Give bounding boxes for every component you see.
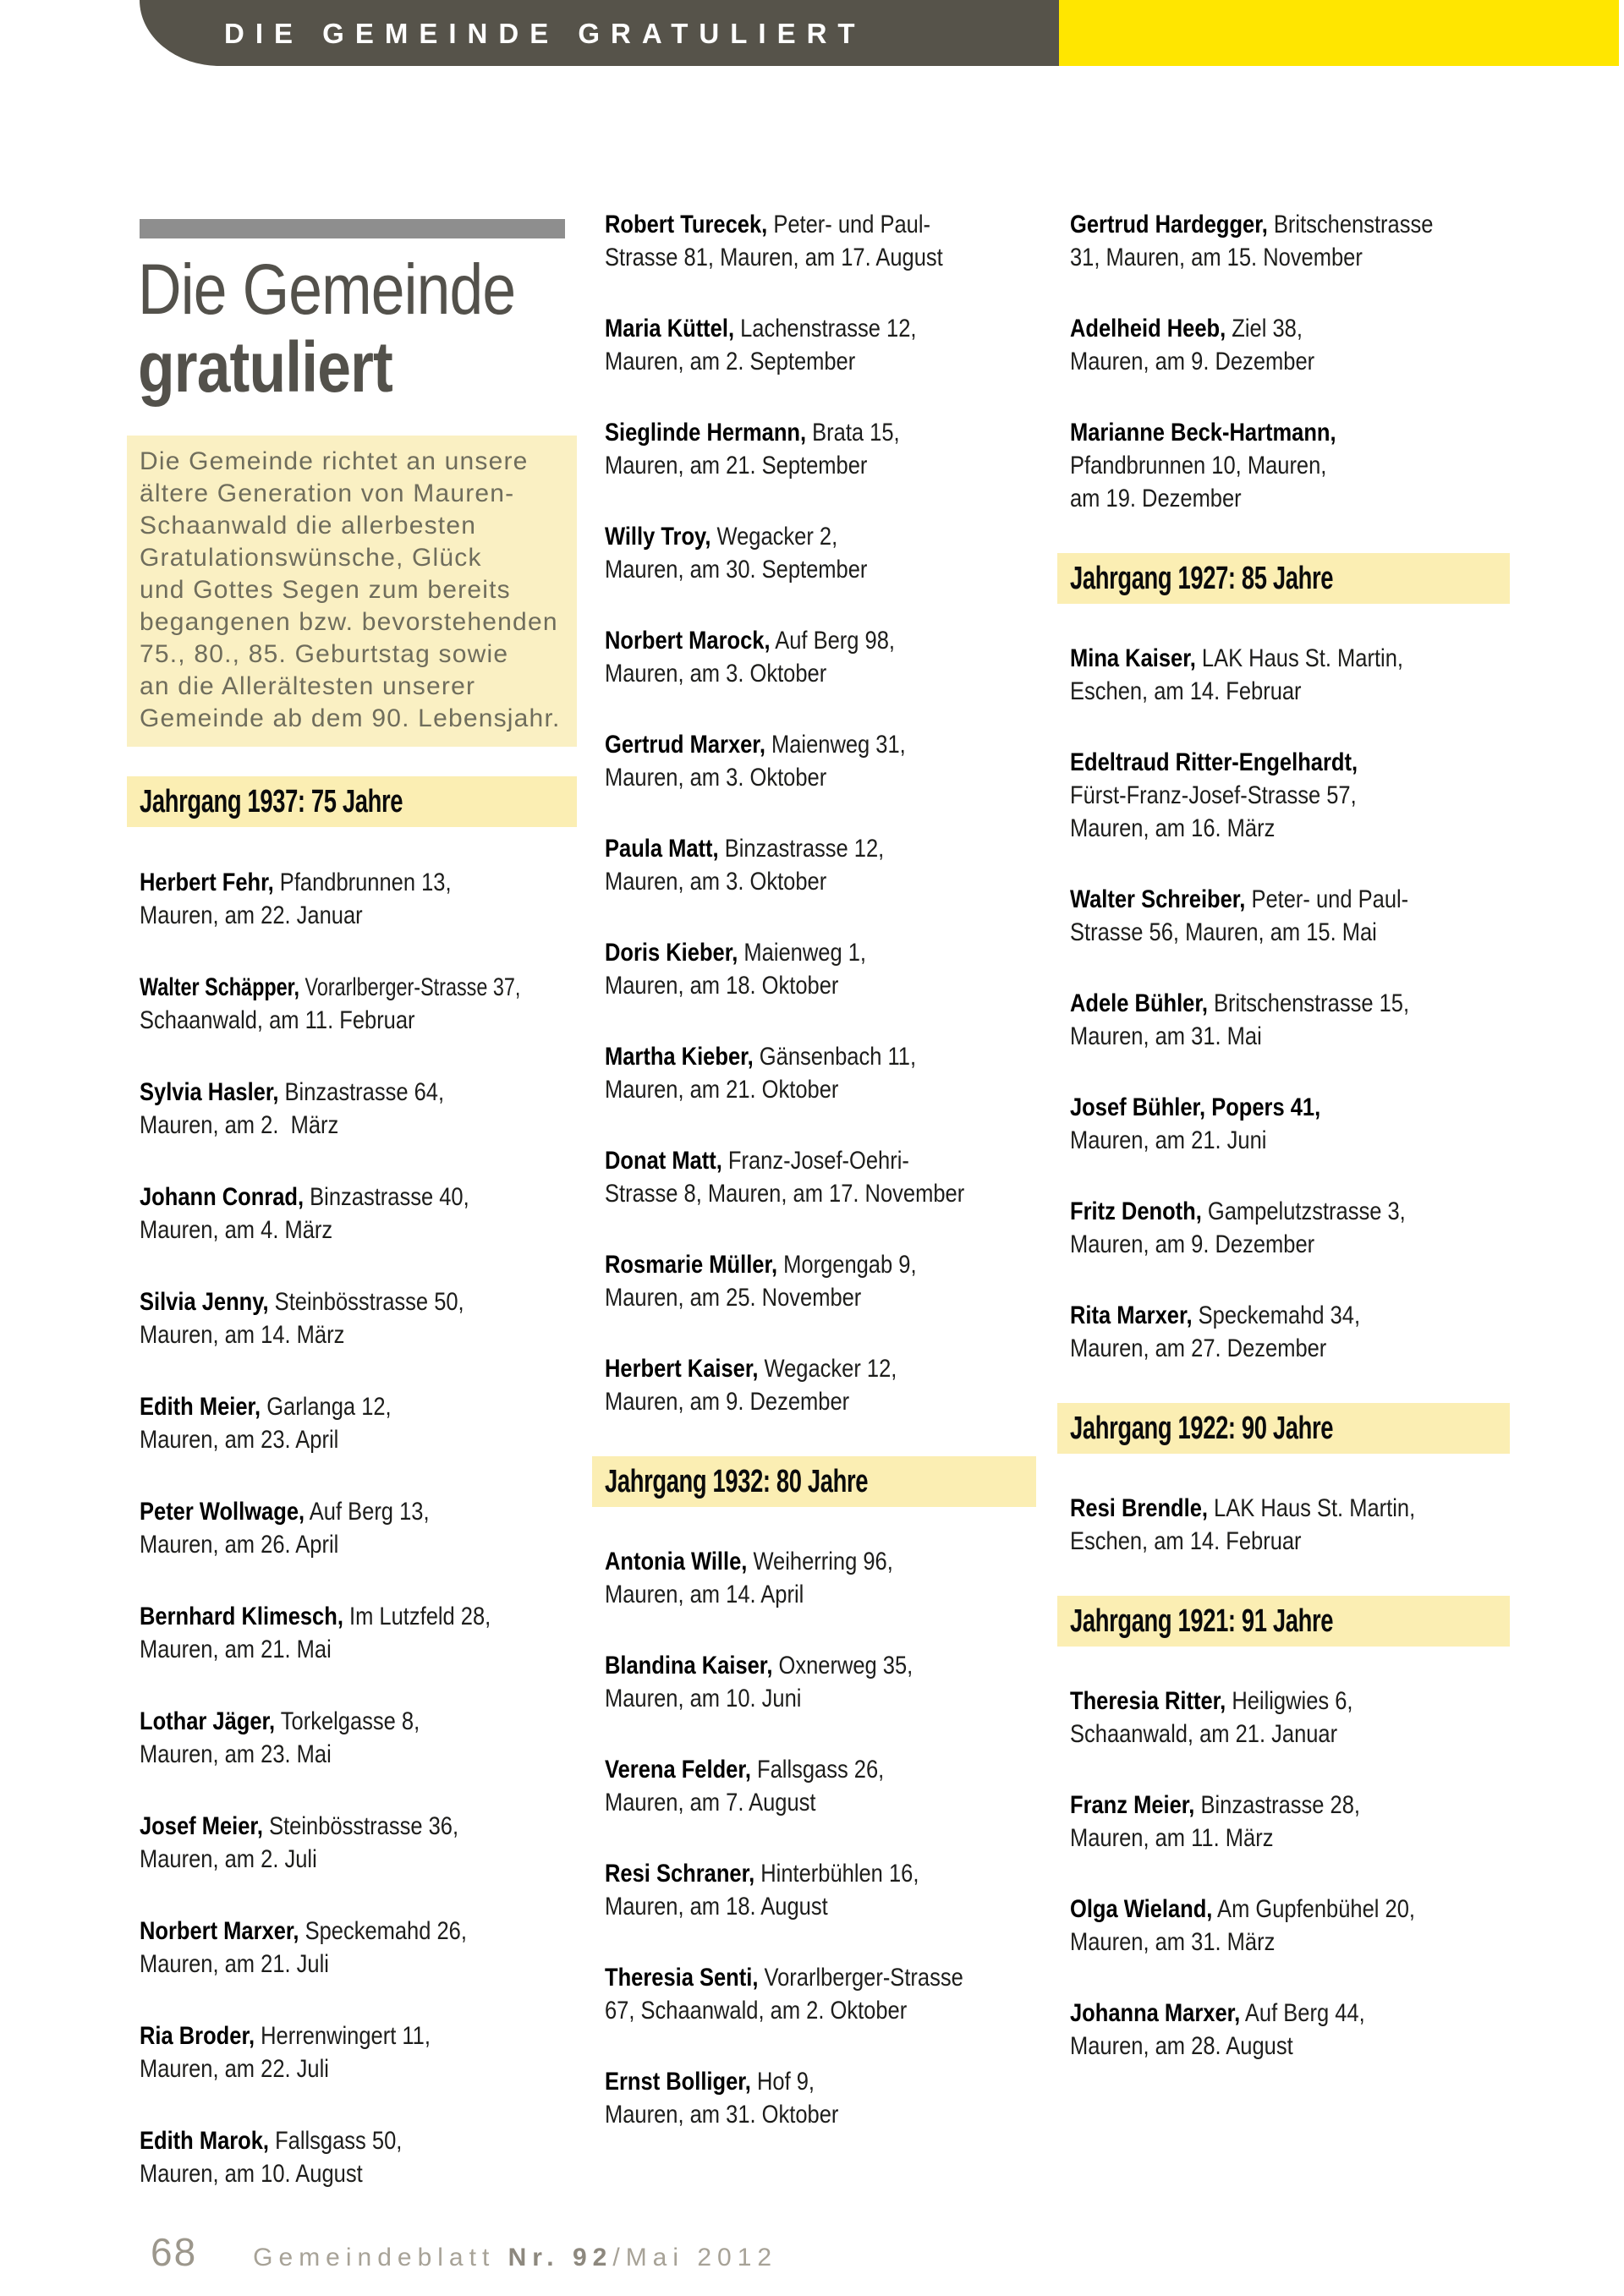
birthday-entry (592, 1352, 1036, 1418)
entry-line: Robert Turecek, Peter- und Paul- (605, 211, 931, 238)
page-title (138, 250, 582, 406)
entry-line: Mauren, am 22. Januar (140, 901, 363, 929)
person-name: Edith Marok, (140, 2127, 270, 2155)
entry-line: Mauren, am 9. Dezember (1070, 1230, 1315, 1258)
birthday-entry (127, 971, 577, 1037)
entry-line: Resi Brendle, LAK Haus St. Martin, (1070, 1494, 1416, 1522)
page-number: 68 (151, 2230, 198, 2274)
entry-line: Mauren, am 21. Mai (140, 1636, 332, 1663)
birthday-entry (1057, 208, 1510, 274)
entry-line: Mina Kaiser, LAK Haus St. Martin, (1070, 644, 1404, 672)
entry-line: Eschen, am 14. Februar (1070, 677, 1302, 705)
entry-line: Mauren, am 2. März (140, 1111, 339, 1139)
birthday-entry (592, 312, 1036, 378)
entry-line: Mauren, am 3. Oktober (605, 764, 827, 792)
entry-line: Mauren, am 14. April (605, 1581, 804, 1608)
page-title-line2: gratuliert (138, 327, 392, 407)
person-name: Theresia Senti, (605, 1964, 759, 1992)
entry-line: Mauren, am 21. Oktober (605, 1076, 839, 1104)
person-name: Josef Bühler, Popers 41, (1070, 1093, 1321, 1121)
entry-line: Silvia Jenny, Steinbösstrasse 50, (140, 1288, 464, 1316)
person-name: Herbert Kaiser, (605, 1355, 759, 1383)
birthday-entry (592, 1144, 1036, 1210)
entry-line: Mauren, am 18. August (605, 1893, 828, 1921)
entry-line: Theresia Ritter, Heiligwies 6, (1070, 1687, 1353, 1715)
person-name: Franz Meier, (1070, 1791, 1195, 1819)
person-name: Josef Meier, (140, 1812, 264, 1840)
birthday-entry (127, 2124, 577, 2190)
person-name: Sylvia Hasler, (140, 1078, 279, 1106)
section-heading-label: Jahrgang 1921: 91 Jahre (1070, 1603, 1334, 1639)
entry-line: Bernhard Klimesch, Im Lutzfeld 28, (140, 1603, 491, 1630)
person-name: Herbert Fehr, (140, 869, 274, 896)
section-heading-label: Jahrgang 1927: 85 Jahre (1070, 560, 1334, 596)
entry-line: Mauren, am 10. August (140, 2160, 363, 2188)
birthday-entry (1057, 1789, 1510, 1855)
entry-line: Antonia Wille, Weiherring 96, (605, 1548, 893, 1575)
person-name: Silvia Jenny, (140, 1288, 269, 1316)
birthday-entry (592, 1248, 1036, 1314)
entry-line (1070, 416, 1510, 449)
person-name: Rosmarie Müller, (605, 1251, 778, 1279)
birthday-entry (127, 1076, 577, 1142)
intro-box (127, 436, 577, 747)
entry-line: Mauren, am 23. Mai (140, 1740, 332, 1768)
birthday-entry (1057, 1685, 1510, 1751)
birthday-entry (127, 1915, 577, 1981)
person-name: Donat Matt, (605, 1147, 722, 1175)
entry-line: Herbert Fehr, Pfandbrunnen 13, (140, 869, 452, 896)
person-name: Mina Kaiser, (1070, 644, 1196, 672)
entry-line: Franz Meier, Binzastrasse 28, (1070, 1791, 1361, 1819)
entry-line: Sieglinde Hermann, Brata 15, (605, 419, 900, 447)
entry-line: Mauren, am 3. Oktober (605, 660, 827, 688)
person-name: Fritz Denoth, (1070, 1197, 1202, 1225)
birthday-entry (1057, 1195, 1510, 1261)
section-heading (1057, 1596, 1510, 1647)
entry-line: Mauren, am 16. März (1070, 814, 1276, 842)
birthday-entry (1057, 1091, 1510, 1157)
entry-line: Mauren, am 14. März (140, 1321, 345, 1349)
person-name: Resi Brendle, (1070, 1494, 1208, 1522)
person-name: Paula Matt, (605, 835, 719, 863)
entry-line: Mauren, am 26. April (140, 1531, 339, 1559)
person-name: Theresia Ritter, (1070, 1687, 1226, 1715)
intro-line: begangenen bzw. bevorstehenden (140, 608, 558, 636)
section-heading-label: Jahrgang 1922: 90 Jahre (1070, 1410, 1334, 1446)
entry-line: Edith Meier, Garlanga 12, (140, 1393, 392, 1421)
entry-line: Eschen, am 14. Februar (1070, 1527, 1302, 1555)
entry-line: Mauren, am 9. Dezember (1070, 348, 1315, 375)
entry-line: Mauren, am 7. August (605, 1789, 816, 1817)
person-name: Marianne Beck-Hartmann, (1070, 419, 1336, 447)
person-name: Maria Küttel, (605, 315, 735, 342)
entry-line: Mauren, am 21. September (605, 452, 868, 479)
birthday-entry (1057, 416, 1510, 515)
entry-line: Norbert Marock, Auf Berg 98, (605, 627, 895, 655)
entry-line: Olga Wieland, Am Gupfenbühel 20, (1070, 1895, 1415, 1923)
person-name: Walter Schreiber, (1070, 885, 1246, 913)
birthday-entry (592, 832, 1036, 898)
entry-line: Paula Matt, Binzastrasse 12, (605, 835, 885, 863)
person-name: Ernst Bolliger, (605, 2068, 751, 2096)
entry-line: Edith Marok, Fallsgass 50, (140, 2127, 403, 2155)
birthday-entry (592, 936, 1036, 1002)
birthday-entry (592, 624, 1036, 690)
section-heading (1057, 1403, 1510, 1454)
entry-line: Mauren, am 21. Juli (140, 1950, 329, 1978)
entry-line: Lothar Jäger, Torkelgasse 8, (140, 1707, 420, 1735)
intro-line: an die Allerältesten unserer (140, 672, 476, 700)
birthday-entry (592, 1961, 1036, 2027)
section-heading-label: Jahrgang 1937: 75 Jahre (140, 783, 403, 819)
entry-line: Strasse 8, Mauren, am 17. November (605, 1180, 965, 1208)
birthday-entry (127, 1705, 577, 1771)
entry-line: Rita Marxer, Speckemahd 34, (1070, 1301, 1361, 1329)
intro-line: 75., 80., 85. Geburtstag sowie (140, 640, 509, 668)
entry-line: Schaanwald, am 21. Januar (1070, 1720, 1338, 1748)
entry-line: Mauren, am 11. März (1070, 1824, 1274, 1852)
column-left (127, 776, 577, 2190)
entry-line: Mauren, am 2. Juli (140, 1845, 317, 1873)
person-name: Antonia Wille, (605, 1548, 748, 1575)
birthday-entry (592, 1545, 1036, 1611)
section-heading (127, 776, 577, 827)
person-name: Sieglinde Hermann, (605, 419, 807, 447)
birthday-entry (592, 520, 1036, 586)
birthday-entry (1057, 1299, 1510, 1365)
entry-line: Mauren, am 18. Oktober (605, 972, 839, 1000)
page-header-title: DIE GEMEINDE GRATULIERT (224, 18, 866, 49)
section-heading (592, 1456, 1036, 1507)
birthday-entry (1057, 312, 1510, 378)
person-name: Doris Kieber, (605, 939, 738, 967)
page-title-line1: Die Gemeinde (138, 249, 516, 329)
entry-line: Mauren, am 3. Oktober (605, 868, 827, 896)
person-name: Willy Troy, (605, 523, 711, 551)
entry-line (1070, 746, 1510, 779)
entry-line: 67, Schaanwald, am 2. Oktober (605, 1997, 908, 2025)
person-name: Lothar Jäger, (140, 1707, 276, 1735)
birthday-entry (592, 208, 1036, 274)
entry-line: Mauren, am 28. August (1070, 2032, 1293, 2060)
section-heading (1057, 553, 1510, 604)
birthday-entry (127, 1181, 577, 1247)
person-name: Bernhard Klimesch, (140, 1603, 343, 1630)
entry-line: Verena Felder, Fallsgass 26, (605, 1756, 885, 1784)
birthday-entry (592, 416, 1036, 482)
birthday-entry (592, 2065, 1036, 2131)
person-name: Ria Broder, (140, 2022, 255, 2050)
entry-line: Schaanwald, am 11. Februar (140, 1006, 415, 1034)
person-name: Martha Kieber, (605, 1043, 754, 1071)
birthday-entry (592, 1040, 1036, 1106)
intro-line: und Gottes Segen zum bereits (140, 576, 511, 604)
entry-line: Mauren, am 9. Dezember (605, 1388, 850, 1416)
journal-name: Gemeindeblatt (253, 2244, 508, 2271)
intro-line: Schaanwald die allerbesten (140, 512, 477, 540)
intro-line: Gratulationswünsche, Glück (140, 544, 482, 572)
entry-line: Herbert Kaiser, Wegacker 12, (605, 1355, 897, 1383)
entry-line: am 19. Dezember (1070, 485, 1242, 512)
entry-line (1070, 1091, 1510, 1124)
person-name: Olga Wieland, (1070, 1895, 1213, 1923)
birthday-entry (127, 1600, 577, 1666)
intro-line: Die Gemeinde richtet an unsere (140, 447, 529, 475)
birthday-entry (1057, 642, 1510, 708)
entry-line: Mauren, am 4. März (140, 1216, 333, 1244)
entry-line: Johanna Marxer, Auf Berg 44, (1070, 1999, 1365, 2027)
intro-line: Gemeinde ab dem 90. Lebensjahr. (140, 704, 561, 732)
entry-line: Mauren, am 25. November (605, 1284, 862, 1312)
entry-line: Mauren, am 10. Juni (605, 1685, 802, 1712)
entry-line: Mauren, am 21. Juni (1070, 1126, 1267, 1154)
entry-line: Josef Meier, Steinbösstrasse 36, (140, 1812, 459, 1840)
entry-line: Ernst Bolliger, Hof 9, (605, 2068, 815, 2096)
birthday-entry (1057, 746, 1510, 845)
journal-issue-suffix: /Mai 2012 (612, 2244, 778, 2271)
birthday-entry (1057, 1997, 1510, 2063)
person-name: Peter Wollwage, (140, 1498, 305, 1526)
entry-line: Mauren, am 31. Oktober (605, 2101, 839, 2129)
person-name: Blandina Kaiser, (605, 1652, 773, 1680)
entry-line: Mauren, am 23. April (140, 1426, 339, 1454)
entry-line: Walter Schäpper, Vorarlberger-Strasse 37, (140, 973, 521, 1001)
birthday-entry (127, 866, 577, 932)
entry-line: Donat Matt, Franz-Josef-Oehri- (605, 1147, 909, 1175)
person-name: Resi Schraner, (605, 1860, 755, 1888)
entry-line: Rosmarie Müller, Morgengab 9, (605, 1251, 917, 1279)
entry-line: Sylvia Hasler, Binzastrasse 64, (140, 1078, 445, 1106)
title-divider-bar (140, 219, 565, 238)
birthday-entry (127, 2019, 577, 2085)
entry-line: Gertrud Marxer, Maienweg 31, (605, 731, 906, 759)
person-name: Verena Felder, (605, 1756, 751, 1784)
birthday-entry (127, 1495, 577, 1561)
entry-line: Peter Wollwage, Auf Berg 13, (140, 1498, 430, 1526)
person-name: Walter Schäpper, (140, 973, 300, 1001)
entry-line: Blandina Kaiser, Oxnerweg 35, (605, 1652, 914, 1680)
journal-line (253, 2244, 777, 2272)
birthday-entry (592, 1649, 1036, 1715)
person-name: Edeltraud Ritter-Engelhardt, (1070, 748, 1358, 776)
person-name: Johann Conrad, (140, 1183, 304, 1211)
header-accent-block (1059, 0, 1619, 66)
entry-line: Gertrud Hardegger, Britschenstrasse (1070, 211, 1434, 238)
person-name: Norbert Marxer, (140, 1917, 299, 1945)
section-heading-label: Jahrgang 1932: 80 Jahre (605, 1463, 869, 1499)
birthday-entry (1057, 1893, 1510, 1959)
entry-line: Mauren, am 31. Mai (1070, 1022, 1262, 1050)
entry-line: Theresia Senti, Vorarlberger-Strasse (605, 1964, 963, 1992)
column-right (1057, 208, 1510, 2063)
person-name: Norbert Marock, (605, 627, 771, 655)
person-name: Gertrud Hardegger, (1070, 211, 1268, 238)
birthday-entry (127, 1390, 577, 1456)
entry-line: Fritz Denoth, Gampelutzstrasse 3, (1070, 1197, 1406, 1225)
birthday-entry (1057, 1492, 1510, 1558)
birthday-entry (127, 1285, 577, 1351)
person-name: Edith Meier, (140, 1393, 261, 1421)
entry-line: Pfandbrunnen 10, Mauren, (1070, 452, 1327, 479)
entry-line: Walter Schreiber, Peter- und Paul- (1070, 885, 1409, 913)
birthday-entry (1057, 883, 1510, 949)
person-name: Johanna Marxer, (1070, 1999, 1241, 2027)
entry-line: Mauren, am 30. September (605, 556, 868, 584)
birthday-entry (592, 1753, 1036, 1819)
intro-line: ältere Generation von Mauren- (140, 479, 515, 507)
birthday-entry (1057, 987, 1510, 1053)
page-header-bar (140, 0, 1059, 66)
entry-line: Mauren, am 31. März (1070, 1928, 1276, 1956)
person-name: Rita Marxer, (1070, 1301, 1193, 1329)
birthday-entry (592, 728, 1036, 794)
entry-line: Maria Küttel, Lachenstrasse 12, (605, 315, 917, 342)
entry-line: Strasse 56, Mauren, am 15. Mai (1070, 918, 1377, 946)
birthday-entry (592, 1857, 1036, 1923)
entry-line: Ria Broder, Herrenwingert 11, (140, 2022, 431, 2050)
page-footer (151, 2229, 777, 2275)
birthday-entry (127, 1810, 577, 1876)
entry-line: Fürst-Franz-Josef-Strasse 57, (1070, 781, 1357, 809)
entry-line: Strasse 81, Mauren, am 17. August (605, 244, 943, 271)
entry-line: Willy Troy, Wegacker 2, (605, 523, 838, 551)
entry-line: Norbert Marxer, Speckemahd 26, (140, 1917, 467, 1945)
entry-line: Mauren, am 22. Juli (140, 2055, 329, 2083)
entry-line: Adelheid Heeb, Ziel 38, (1070, 315, 1303, 342)
entry-line: 31, Mauren, am 15. November (1070, 244, 1363, 271)
person-name: Adelheid Heeb, (1070, 315, 1226, 342)
entry-line: Mauren, am 2. September (605, 348, 856, 375)
person-name: Robert Turecek, (605, 211, 768, 238)
entry-line: Martha Kieber, Gänsenbach 11, (605, 1043, 917, 1071)
person-name: Adele Bühler, (1070, 989, 1208, 1017)
entry-line: Mauren, am 27. Dezember (1070, 1334, 1327, 1362)
entry-line: Adele Bühler, Britschenstrasse 15, (1070, 989, 1410, 1017)
entry-line: Johann Conrad, Binzastrasse 40, (140, 1183, 469, 1211)
person-name: Gertrud Marxer, (605, 731, 765, 759)
entry-line: Doris Kieber, Maienweg 1, (605, 939, 866, 967)
entry-line: Resi Schraner, Hinterbühlen 16, (605, 1860, 919, 1888)
column-middle (592, 208, 1036, 2131)
journal-issue: Nr. 92 (508, 2244, 613, 2271)
